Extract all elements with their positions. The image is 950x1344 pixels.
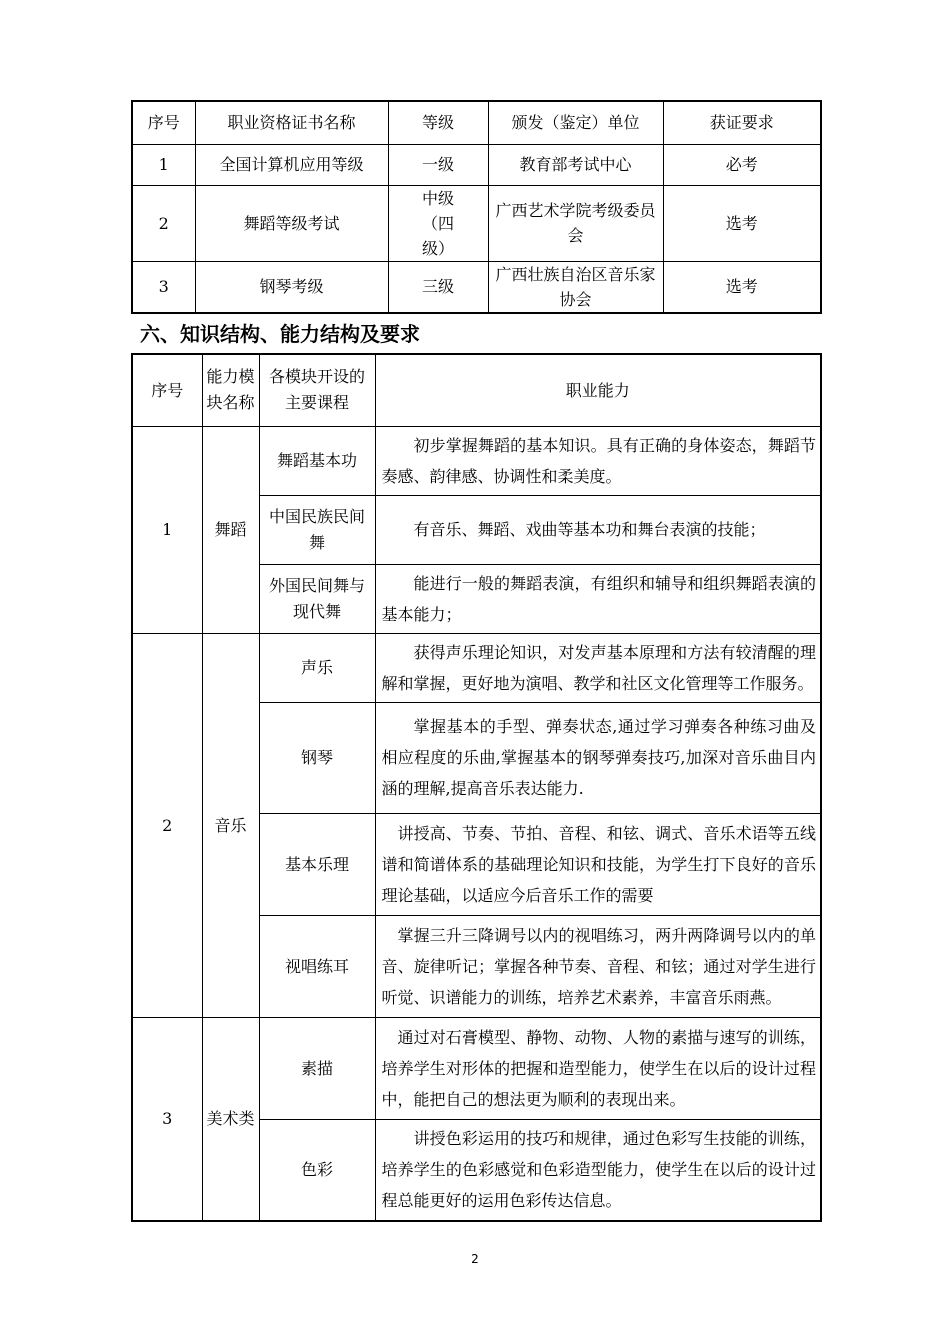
header-cell: 职业资格证书名称 xyxy=(195,101,388,144)
header-cell: 各模块开设的主要课程 xyxy=(259,354,375,426)
cert-name: 舞蹈等级考试 xyxy=(195,185,388,261)
cert-issuer: 广西壮族自治区音乐家协会 xyxy=(488,261,663,313)
cert-no: 3 xyxy=(132,261,195,313)
course-name: 外国民间舞与现代舞 xyxy=(259,564,375,633)
course-name: 基本乐理 xyxy=(259,813,375,915)
ability-text: 通过对石膏模型、静物、动物、人物的素描与速写的训练，培养学生对形体的把握和造型能力，使学生在以后的设计过程中，能把自己的想法更为顺利的表现出来。 xyxy=(375,1017,821,1119)
page-number: 2 xyxy=(471,1252,479,1266)
certificate-table xyxy=(131,100,822,314)
cert-issuer: 广西艺术学院考级委员会 xyxy=(488,185,663,261)
table-header-row xyxy=(132,354,821,426)
module-name: 美术类 xyxy=(202,1017,259,1221)
course-name: 视唱练耳 xyxy=(259,915,375,1017)
ability-text: 有音乐、舞蹈、戏曲等基本功和舞台表演的技能； xyxy=(375,495,821,564)
table-row xyxy=(132,144,821,185)
course-name: 色彩 xyxy=(259,1119,375,1221)
ability-text: 掌握三升三降调号以内的视唱练习，两升两降调号以内的单音、旋律听记；掌握各种节奏、音程、和铉；通过对学生进行听觉、识谱能力的训练，培养艺术素养，丰富音乐雨燕。 xyxy=(375,915,821,1017)
ability-text: 获得声乐理论知识，对发声基本原理和方法有较清醒的理解和掌握，更好地为演唱、教学和社区文化管理等工作服务。 xyxy=(375,633,821,702)
cert-no: 2 xyxy=(132,185,195,261)
cert-level: 一级 xyxy=(388,144,488,185)
ability-text: 掌握基本的手型、弹奏状态,通过学习弹奏各种练习曲及相应程度的乐曲,掌握基本的钢琴弹奏技巧,加深对音乐曲目内涵的理解,提高音乐表达能力. xyxy=(375,702,821,813)
table-row xyxy=(132,185,821,261)
table-row xyxy=(132,261,821,313)
cert-issuer: 教育部考试中心 xyxy=(488,144,663,185)
cert-requirement: 选考 xyxy=(663,185,821,261)
header-cell: 等级 xyxy=(388,101,488,144)
header-cell: 职业能力 xyxy=(375,354,821,426)
header-cell: 序号 xyxy=(132,354,202,426)
cert-no: 1 xyxy=(132,144,195,185)
cert-level: 三级 xyxy=(388,261,488,313)
section-heading: 六、知识结构、能力结构及要求 xyxy=(140,322,420,346)
ability-text: 初步掌握舞蹈的基本知识。具有正确的身体姿态，舞蹈节奏感、韵律感、协调性和柔美度。 xyxy=(375,426,821,495)
group-no: 2 xyxy=(132,633,202,1017)
course-name: 舞蹈基本功 xyxy=(259,426,375,495)
cert-requirement: 必考 xyxy=(663,144,821,185)
table-row xyxy=(132,426,821,495)
cert-name: 钢琴考级 xyxy=(195,261,388,313)
table-header-row xyxy=(132,101,821,144)
ability-structure-table xyxy=(131,353,822,1222)
course-name: 钢琴 xyxy=(259,702,375,813)
table-row xyxy=(132,1017,821,1119)
group-no: 3 xyxy=(132,1017,202,1221)
header-cell: 颁发（鉴定）单位 xyxy=(488,101,663,144)
course-name: 声乐 xyxy=(259,633,375,702)
header-cell: 获证要求 xyxy=(663,101,821,144)
cert-requirement: 选考 xyxy=(663,261,821,313)
cert-name: 全国计算机应用等级 xyxy=(195,144,388,185)
ability-text: 能进行一般的舞蹈表演，有组织和辅导和组织舞蹈表演的基本能力； xyxy=(375,564,821,633)
course-name: 中国民族民间舞 xyxy=(259,495,375,564)
group-no: 1 xyxy=(132,426,202,633)
module-name: 音乐 xyxy=(202,633,259,1017)
header-cell: 序号 xyxy=(132,101,195,144)
cert-level: 中级（四级） xyxy=(388,185,488,261)
module-name: 舞蹈 xyxy=(202,426,259,633)
ability-text: 讲授高、节奏、节拍、音程、和铉、调式、音乐术语等五线谱和简谱体系的基础理论知识和技能，为学生打下良好的音乐理论基础，以适应今后音乐工作的需要 xyxy=(375,813,821,915)
ability-text: 讲授色彩运用的技巧和规律，通过色彩写生技能的训练，培养学生的色彩感觉和色彩造型能力，使学生在以后的设计过程总能更好的运用色彩传达信息。 xyxy=(375,1119,821,1221)
header-cell: 能力模块名称 xyxy=(202,354,259,426)
course-name: 素描 xyxy=(259,1017,375,1119)
table-row xyxy=(132,633,821,702)
